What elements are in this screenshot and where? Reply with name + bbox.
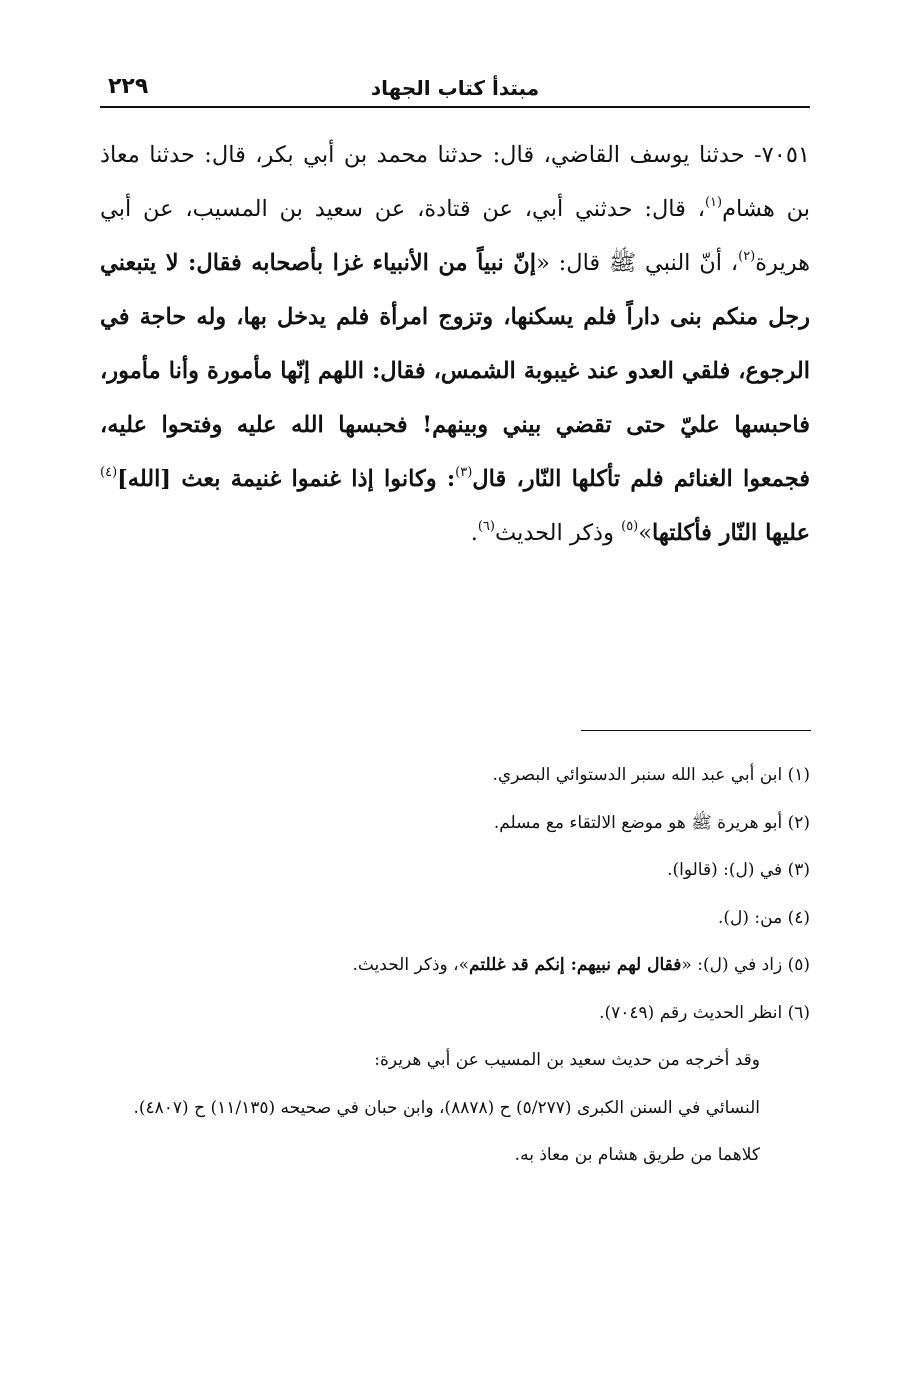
hadith-intro: ٧٠٥١- حدثنا يوسف القاضي، قال: حدثنا محمد بن أبي بكر، قال: حدثنا معاذ بن هشام xyxy=(100,142,811,222)
footnote-2: (٢) أبو هريرة ﷺ هو موضع الالتقاء مع مسلم. xyxy=(493,812,810,833)
footnotes xyxy=(100,752,810,1180)
hadith-matn-2: : وكانوا إذا غنموا غنيمة بعث [الله] xyxy=(117,466,456,492)
final-period: . xyxy=(470,520,478,546)
footnote-ref-1: (١) xyxy=(704,195,723,210)
footnote-ref-2: (٢) xyxy=(738,249,756,264)
footnote-6: (٦) انظر الحديث رقم (٧٠٤٩). xyxy=(599,1002,810,1023)
footnote-6-takhrij-sources: النسائي في السنن الكبرى (٥/٢٧٧) ح (٨٨٧٨)، وابن حبان في صحيحه (١١/١٣٥) ح (٤٨٠٧). xyxy=(133,1097,760,1118)
footnote-separator xyxy=(581,730,811,731)
hadith-prophet-said: ، أنّ النبي ﷺ قال: « xyxy=(536,250,739,276)
hadith-matn-1: إنّ نبياً من الأنبياء غزا بأصحابه فقال: لا يتبعني رجل منكم بنى داراً فلم يسكنها، وتزوج امرأة فلم يدخل بها، وله حاجة في الرجوع، فلقي العدو عند غيبوبة الشمس، فقال: اللهم إنّها مأمورة وأنا مأمور، فاحبسها عليّ حتى تقضي بيني وبينهم! فحبسها الله عليه وفتحوا عليه، فجمعوا الغنائم فلم تأكلها النّار، قال xyxy=(100,250,811,492)
footnote-5-quote: فقال لهم نبيهم: إنكم قد غللتم xyxy=(469,955,682,975)
footnote-4: (٤) من: (ل). xyxy=(717,907,810,928)
running-header xyxy=(100,70,810,106)
hadith-ending: وذكر الحديث xyxy=(494,520,622,546)
footnote-5-suffix: »، وذكر الحديث. xyxy=(352,955,470,975)
hadith-chain: ، قال: حدثني أبي، عن قتادة، عن سعيد بن المسيب، عن أبي هريرة xyxy=(100,196,810,276)
hadith-matn-3: عليها النّار فأكلتها xyxy=(652,520,810,546)
close-quote: » xyxy=(638,520,653,546)
hadith-text xyxy=(100,128,810,560)
chapter-title: مبتدأ كتاب الجهاد xyxy=(370,76,540,100)
footnote-6-takhrij-route: كلاهما من طريق هشام بن معاذ به. xyxy=(514,1145,760,1165)
footnote-ref-5: (٥) xyxy=(621,519,639,534)
footnote-5 xyxy=(100,942,810,990)
footnote-5-prefix: (٥) زاد في (ل): « xyxy=(681,955,810,975)
footnote-ref-4: (٤) xyxy=(100,465,118,480)
footnote-ref-3: (٣) xyxy=(455,465,473,480)
footnote-3: (٣) في (ل): (قالوا). xyxy=(667,860,810,880)
page-number: ٢٢٩ xyxy=(108,74,149,99)
footnote-1: (١) ابن أبي عبد الله سنبر الدستوائي البصري. xyxy=(492,765,810,785)
footnote-6-takhrij-intro: وقد أخرجه من حديث سعيد بن المسيب عن أبي هريرة: xyxy=(374,1050,760,1070)
header-rule xyxy=(100,106,810,108)
footnote-ref-6: (٦) xyxy=(477,519,495,534)
